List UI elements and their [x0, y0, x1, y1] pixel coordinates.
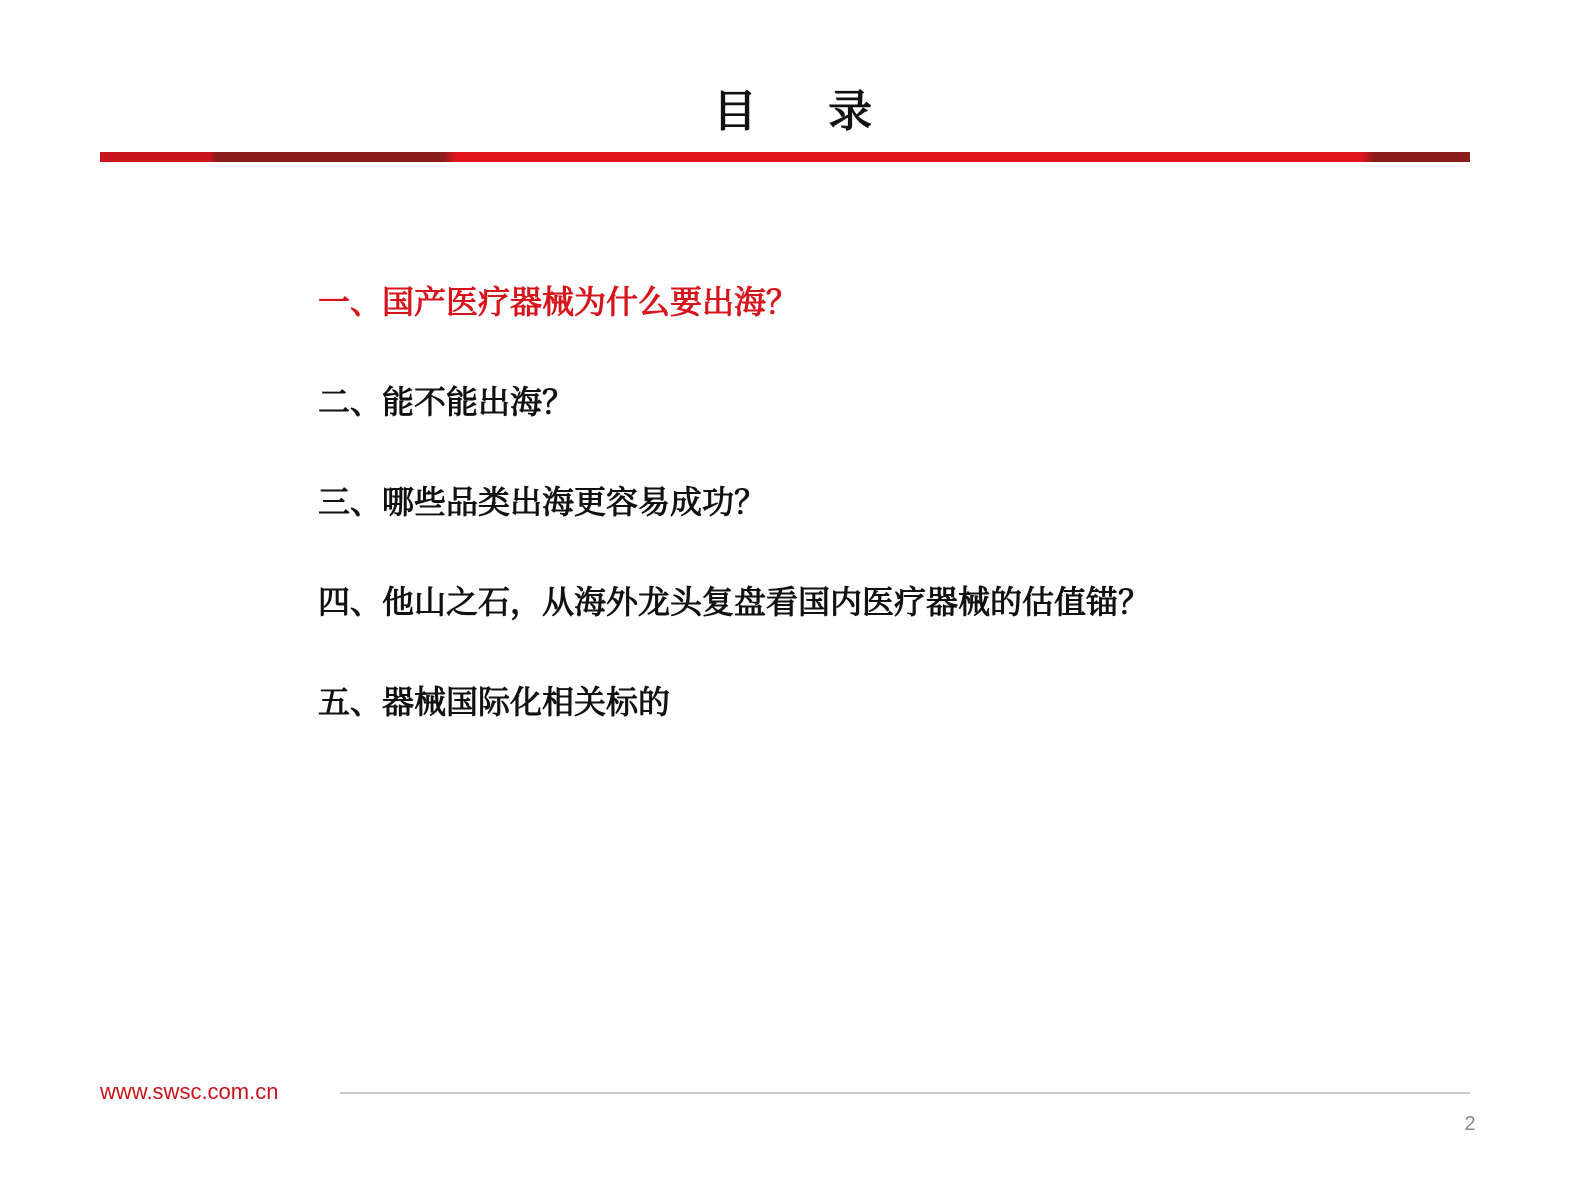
toc-item-4[interactable]: 四、他山之石，从海外龙头复盘看国内医疗器械的估值锚？ [318, 583, 1151, 621]
toc-item-5[interactable]: 五、器械国际化相关标的 [318, 683, 671, 721]
header-divider-bar [100, 152, 1470, 162]
page-number: 2 [1464, 1113, 1476, 1135]
table-of-contents [318, 272, 1318, 772]
footer-divider [340, 1092, 1470, 1094]
toc-item-1[interactable]: 一、国产医疗器械为什么要出海？ [318, 283, 799, 321]
footer-website-link[interactable]: www.swsc.com.cn [100, 1079, 279, 1104]
page-title: 目 录 [712, 86, 875, 137]
toc-item-2[interactable]: 二、能不能出海？ [318, 383, 575, 421]
toc-item-3[interactable]: 三、哪些品类出海更容易成功？ [318, 483, 767, 521]
